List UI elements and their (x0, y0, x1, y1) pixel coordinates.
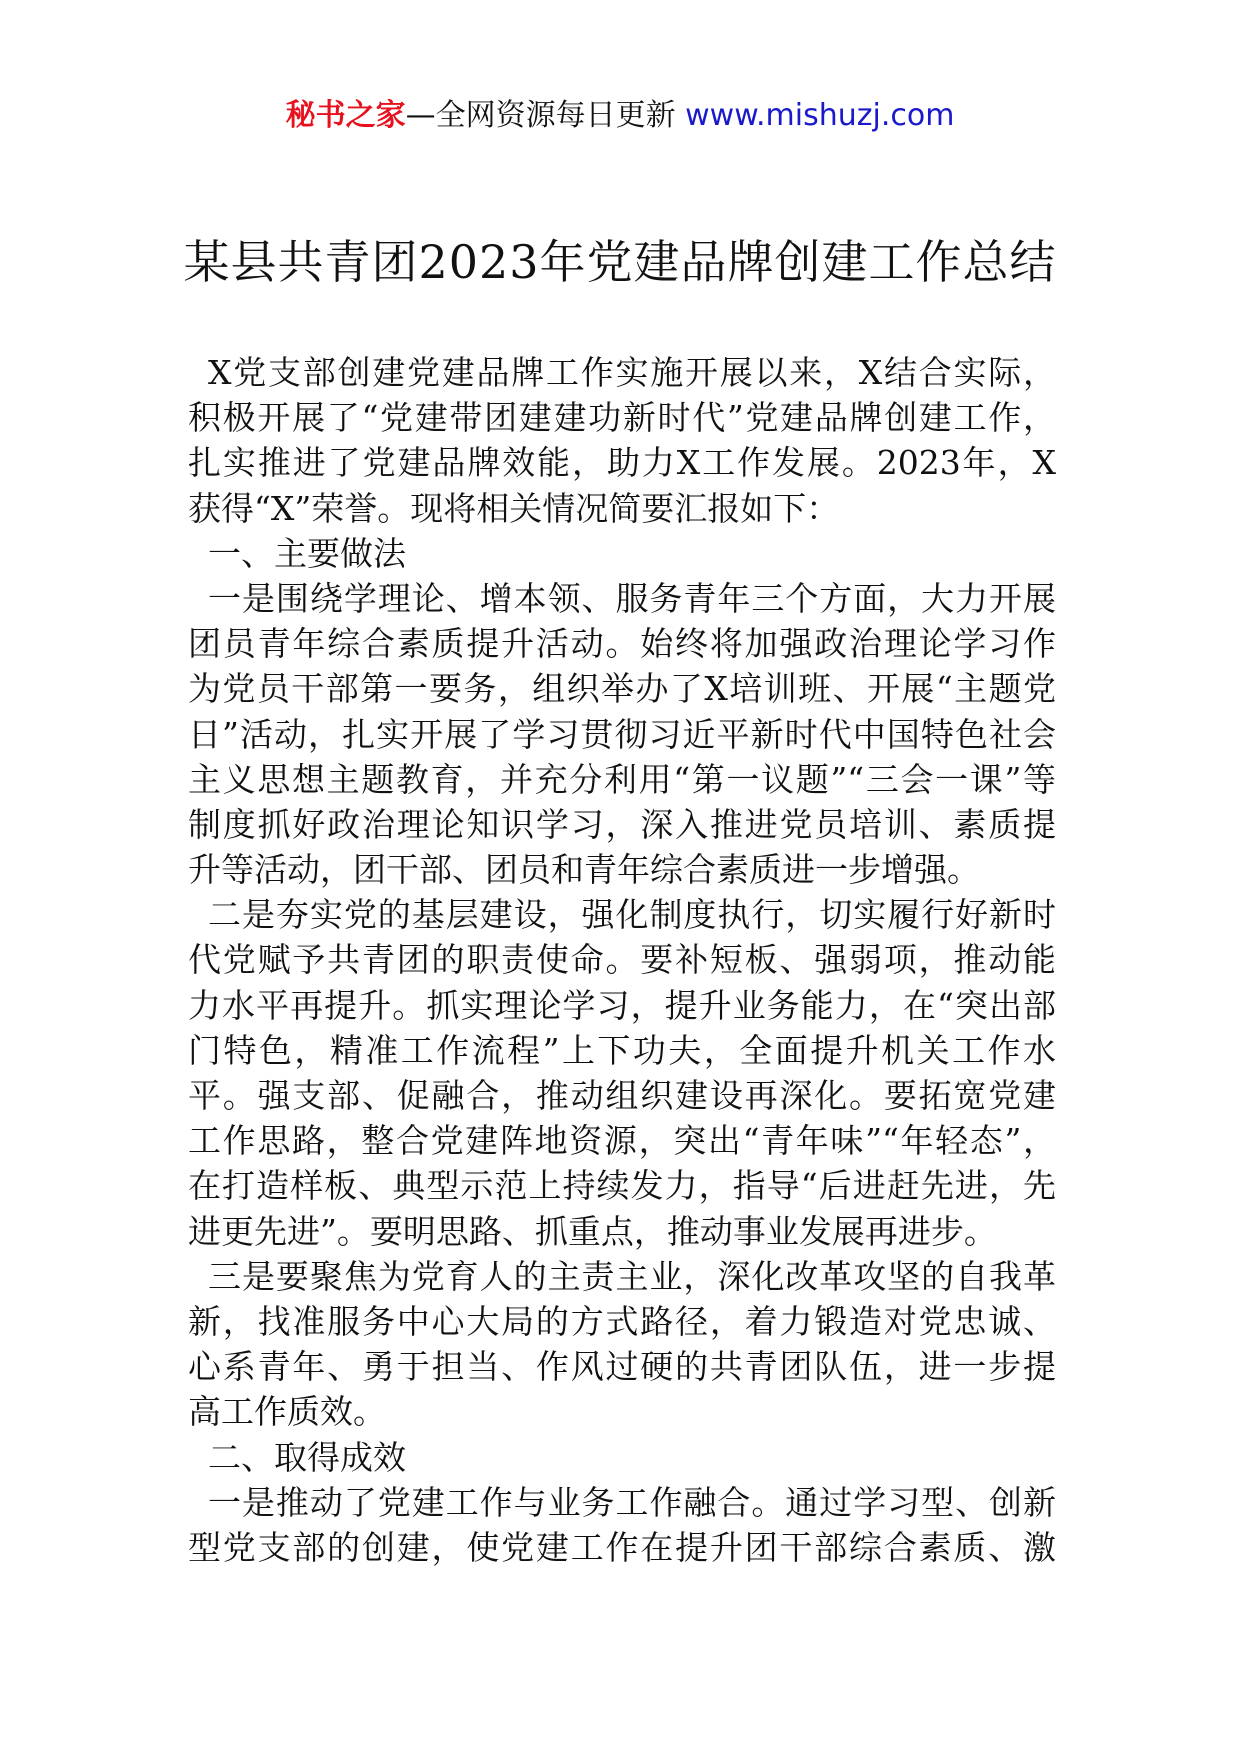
body-line: 门特色，精准工作流程”上下功夫，全面提升机关工作水 (188, 1030, 1056, 1070)
body-line: 扎实推进了党建品牌效能，助力X工作发展。2023年，X (188, 443, 1056, 483)
body-line: 新，找准服务中心大局的方式路径，着力锻造对党忠诚、 (188, 1301, 1056, 1341)
document-body (188, 350, 1056, 1570)
body-line: 团员青年综合素质提升活动。始终将加强政治理论学习作 (188, 624, 1056, 664)
body-line: 力水平再提升。抓实理论学习，提升业务能力，在“突出部 (188, 985, 1056, 1025)
body-line: 二、取得成效 (208, 1437, 406, 1477)
site-banner (0, 96, 1240, 136)
body-line: 平。强支部、促融合，推动组织建设再深化。要拓宽党建 (188, 1076, 1056, 1115)
body-line: 一是围绕学理论、增本领、服务青年三个方面，大力开展 (208, 578, 1056, 618)
body-line: 为党员干部第一要务，组织举办了X培训班、开展“主题党 (188, 669, 1056, 709)
body-line: 型党支部的创建，使党建工作在提升团干部综合素质、激 (188, 1527, 1056, 1567)
body-line: 一、主要做法 (208, 533, 406, 573)
body-line: 日”活动，扎实开展了学习贯彻习近平新时代中国特色社会 (188, 714, 1056, 754)
brand-name: 秘书之家 (285, 98, 406, 133)
body-line: 三是要聚焦为党育人的主责主业，深化改革攻坚的自我革 (208, 1256, 1056, 1296)
banner-tagline: —全网资源每日更新 (405, 98, 676, 133)
body-line: 一是推动了党建工作与业务工作融合。通过学习型、创新 (208, 1482, 1056, 1522)
body-line: 高工作质效。 (188, 1392, 386, 1432)
body-line: 工作思路，整合党建阵地资源，突出“青年味”“年轻态”， (188, 1121, 1056, 1161)
body-line: 获得“X”荣誉。现将相关情况简要汇报如下： (188, 488, 840, 528)
document-title: 某县共青团2023年党建品牌创建工作总结 (183, 235, 1057, 289)
body-line: 积极开展了“党建带团建建功新时代”党建品牌创建工作， (188, 398, 1056, 438)
body-line: 主义思想主题教育，并充分利用“第一议题”“三会一课”等 (188, 759, 1056, 799)
body-line: 心系青年、勇于担当、作风过硬的共青团队伍，进一步提 (188, 1347, 1056, 1387)
body-line: 代党赋予共青团的职责使命。要补短板、强弱项，推动能 (188, 940, 1056, 980)
body-line: 在打造样板、典型示范上持续发力，指导“后进赶先进，先 (188, 1166, 1056, 1206)
body-line: 进更先进”。要明思路、抓重点，推动事业发展再进步。 (188, 1211, 997, 1251)
body-line: X党支部创建党建品牌工作实施开展以来，X结合实际， (208, 353, 1056, 392)
body-line: 升等活动，团干部、团员和青年综合素质进一步增强。 (188, 850, 980, 890)
body-line: 制度抓好政治理论知识学习，深入推进党员培训、素质提 (188, 804, 1056, 844)
body-line: 二是夯实党的基层建设，强化制度执行，切实履行好新时 (208, 895, 1056, 935)
site-url-link[interactable]: www.mishuzj.com (685, 98, 955, 133)
